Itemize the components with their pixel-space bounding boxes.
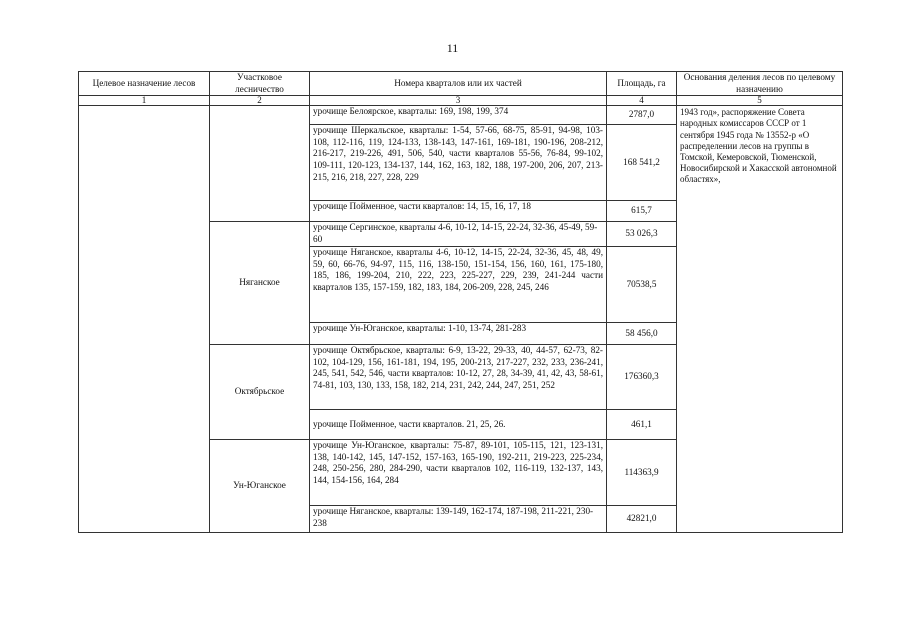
district-nyagan: Няганское — [210, 222, 310, 345]
forest-table — [78, 71, 843, 533]
district-un-yuganskoe: Ун-Юганское — [210, 440, 310, 533]
table-row-area: 114363,9 — [607, 440, 677, 506]
basis-cell: 1943 год», распоряжение Совета народных комиссаров СССР от 1 сентября 1945 года № 13552-р «О распределении лесов на группы в Томской, Кемеровской, Тюменской, Новосибирской и Хакасской автономной областях», — [677, 106, 843, 533]
table-row-quarters: урочище Октябрьское, кварталы: 6-9, 13-22, 29-33, 40, 44-57, 62-73, 82-102, 104-129, 156, 161-181, 194, 195, 200-213, 217-227, 232, 233, 236-241, 245, 541, 542, 546, части кварталов: 10-12, 27, 28, 34-39, 41, 42, 43, 58-61, 74-81, 103, 130, 133, 158, 182, 214, 231, 242, 244, 247, 251, 252 — [310, 345, 607, 410]
col-number-4: 4 — [607, 96, 677, 106]
table-row-quarters: урочище Ун-Юганское, кварталы: 1-10, 13-74, 281-283 — [310, 323, 607, 345]
table-row-area: 42821,0 — [607, 506, 677, 533]
page-number: 11 — [446, 41, 459, 55]
district-cell-blank — [210, 106, 310, 222]
col-number-1: 1 — [79, 96, 210, 106]
col-number-3: 3 — [310, 96, 607, 106]
table-row-area: 176360,3 — [607, 345, 677, 410]
table-row-quarters: урочище Ун-Юганское, кварталы: 75-87, 89-101, 105-115, 121, 123-131, 138, 140-142, 145, 147-152, 157-163, 165-190, 192-211, 219-223, 225-234, 248, 250-256, 280, 284-290, части кварталов 102, 116-119, 132-137, 143, 144, 154-156, 164, 284 — [310, 440, 607, 506]
col-number-2: 2 — [210, 96, 310, 106]
table-row-quarters: урочище Пойменное, части кварталов. 21, 25, 26. — [310, 410, 607, 440]
header-district: Участковое лесничество — [210, 72, 310, 96]
table-row-quarters: урочище Пойменное, части кварталов: 14, 15, 16, 17, 18 — [310, 201, 607, 222]
table-row-quarters: урочище Сергинское, кварталы 4-6, 10-12, 14-15, 22-24, 32-36, 45-49, 59-60 — [310, 222, 607, 247]
table-row-area: 168 541,2 — [607, 125, 677, 201]
header-quarters: Номера кварталов или их частей — [310, 72, 607, 96]
table-row-area: 2787,0 — [607, 106, 677, 125]
header-basis: Основания деления лесов по целевому назначению — [677, 72, 843, 96]
table-row-area: 53 026,3 — [607, 222, 677, 247]
table-row-quarters: урочище Белоярское, кварталы: 169, 198, 199, 374 — [310, 106, 607, 125]
table-row-quarters: урочище Няганское, кварталы: 139-149, 162-174, 187-198, 211-221, 230-238 — [310, 506, 607, 533]
table-row-area: 70538,5 — [607, 247, 677, 323]
district-oktyabrskoe: Октябрьское — [210, 345, 310, 440]
purpose-cell — [79, 106, 210, 533]
table-row-area: 461,1 — [607, 410, 677, 440]
table-row-quarters: урочище Няганское, кварталы 4-6, 10-12, 14-15, 22-24, 32-36, 45, 48, 49, 59, 60, 66-76, 94-97, 115, 116, 138-150, 151-154, 156, 160, 161, 175-180, 185, 186, 199-204, 210, 222, 223, 225-227, 229, 239, 241-244 части кварталов 135, 157-159, 182, 183, 184, 206-209, 228, 245, 246 — [310, 247, 607, 323]
header-purpose: Целевое назначение лесов — [79, 72, 210, 96]
col-number-5: 5 — [677, 96, 843, 106]
table-row-quarters: урочище Шеркальское, кварталы: 1-54, 57-66, 68-75, 85-91, 94-98, 103-108, 112-116, 119, 124-133, 138-143, 147-161, 169-181, 190-196, 208-212, 216-217, 219-226, 491, 506, 540, части кварталов 55-56, 76-84, 99-102, 109-111, 120-123, 134-137, 144, 162, 163, 182, 188, 197-200, 206, 207, 213-215, 216, 218, 227, 228, 229 — [310, 125, 607, 201]
header-area: Площадь, га — [607, 72, 677, 96]
table-row-area: 58 456,0 — [607, 323, 677, 345]
table-row-area: 615,7 — [607, 201, 677, 222]
